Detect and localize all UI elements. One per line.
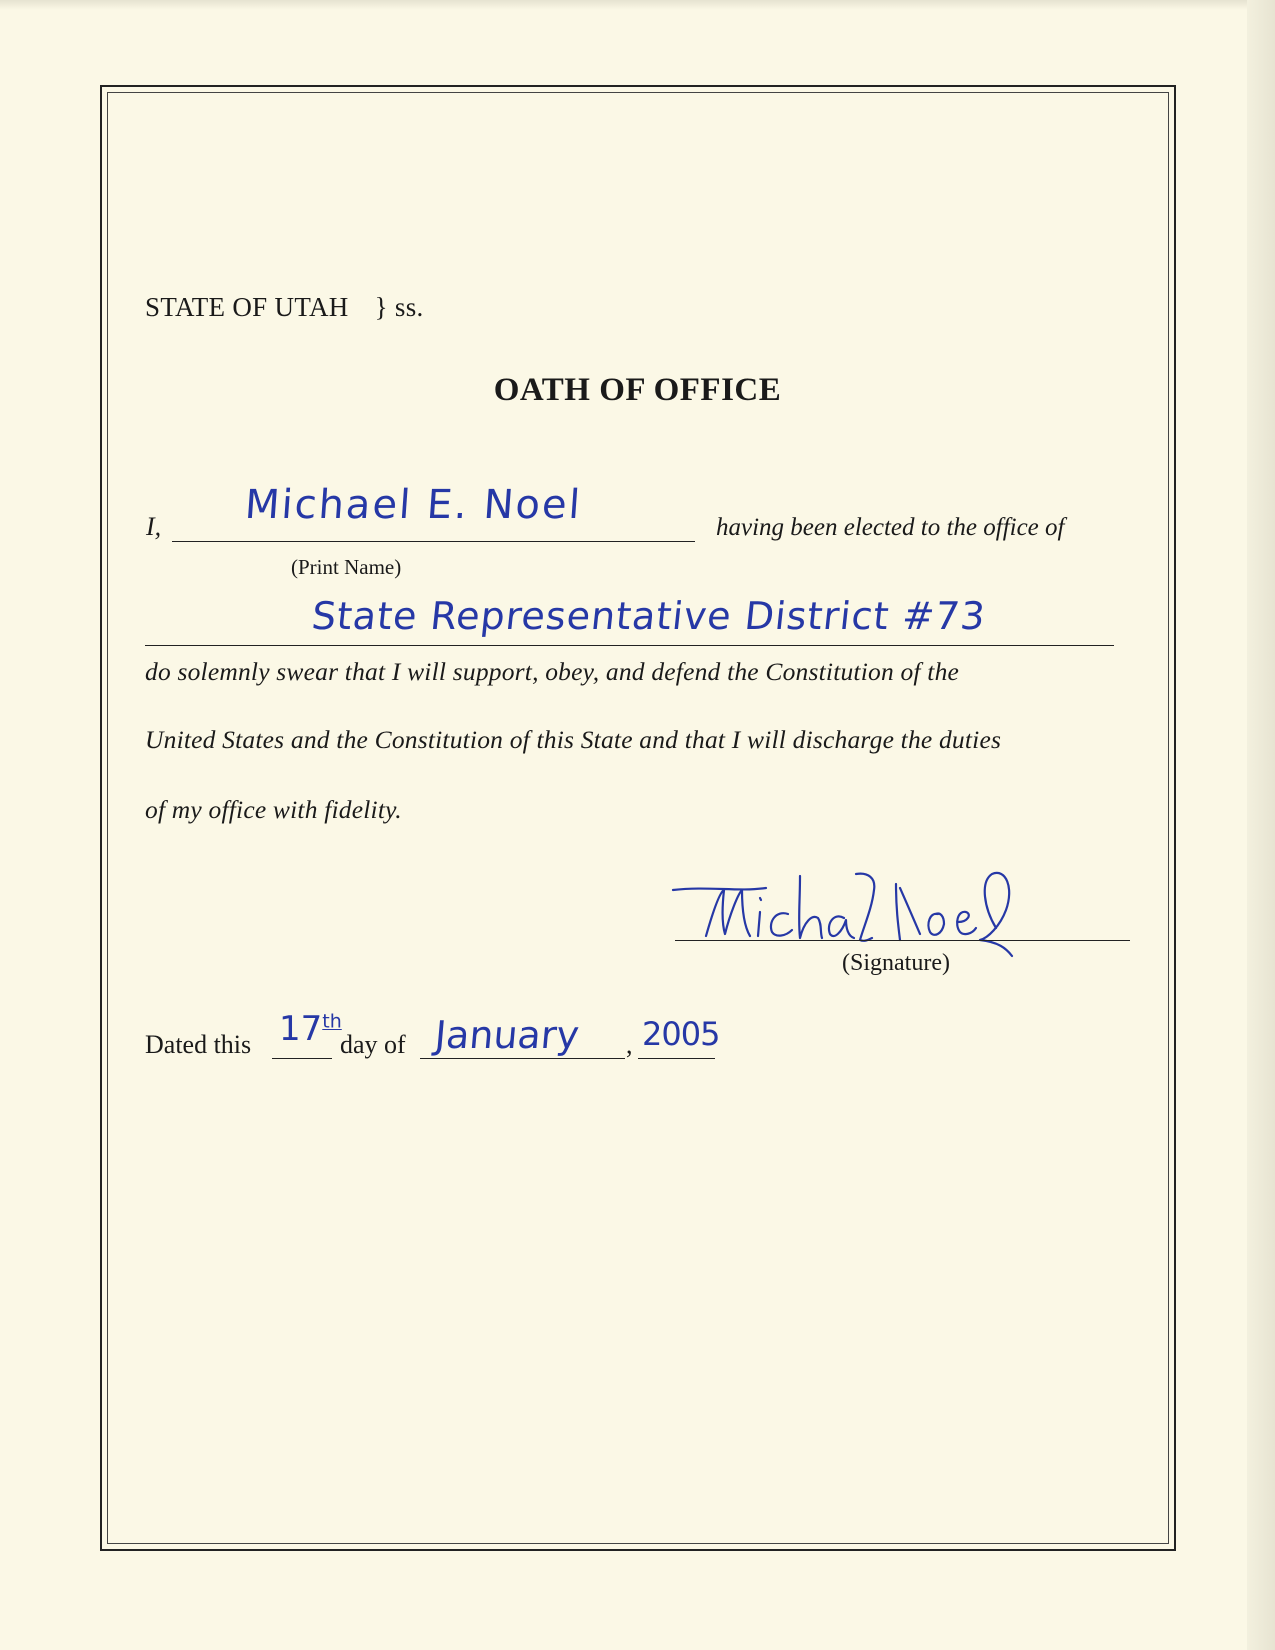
- day-line: [272, 1058, 332, 1059]
- having-elected-text: having been elected to the office of: [716, 514, 1065, 541]
- oath-line-2: United States and the Constitution of this State and that I will discharge the duties: [145, 725, 1002, 754]
- print-name-label: (Print Name): [291, 555, 402, 579]
- date-comma: ,: [626, 1030, 633, 1059]
- dated-prefix: Dated this: [145, 1030, 252, 1059]
- oath-line-3: of my office with fidelity.: [145, 795, 402, 824]
- day-suffix: th: [322, 1010, 342, 1033]
- signature-line: [675, 940, 1130, 941]
- state-heading: [145, 292, 424, 323]
- print-name-line: [172, 541, 695, 542]
- month-field[interactable]: January: [433, 1013, 581, 1057]
- signature-label: (Signature): [842, 950, 950, 976]
- year-field[interactable]: 2005: [642, 1015, 720, 1053]
- year-line: [638, 1058, 715, 1059]
- state-name: STATE OF UTAH: [145, 292, 349, 322]
- month-line: [420, 1058, 625, 1059]
- office-field[interactable]: State Representative District #73: [309, 594, 988, 638]
- page-top-edge: [0, 0, 1275, 10]
- document-title: OATH OF OFFICE: [493, 372, 782, 408]
- page-right-edge: [1247, 0, 1275, 1650]
- day-of-text: day of: [340, 1030, 406, 1059]
- office-line: [145, 645, 1114, 646]
- print-name-field[interactable]: Michael E. Noel: [243, 482, 584, 528]
- i-prefix: I,: [146, 512, 162, 541]
- day-field[interactable]: [279, 1009, 342, 1049]
- day-value: 17: [279, 1009, 323, 1049]
- signature-image[interactable]: [668, 868, 1028, 958]
- ss-brace: } ss.: [374, 292, 424, 322]
- oath-line-1: do solemnly swear that I will support, obey, and defend the Constitution of the: [145, 657, 960, 686]
